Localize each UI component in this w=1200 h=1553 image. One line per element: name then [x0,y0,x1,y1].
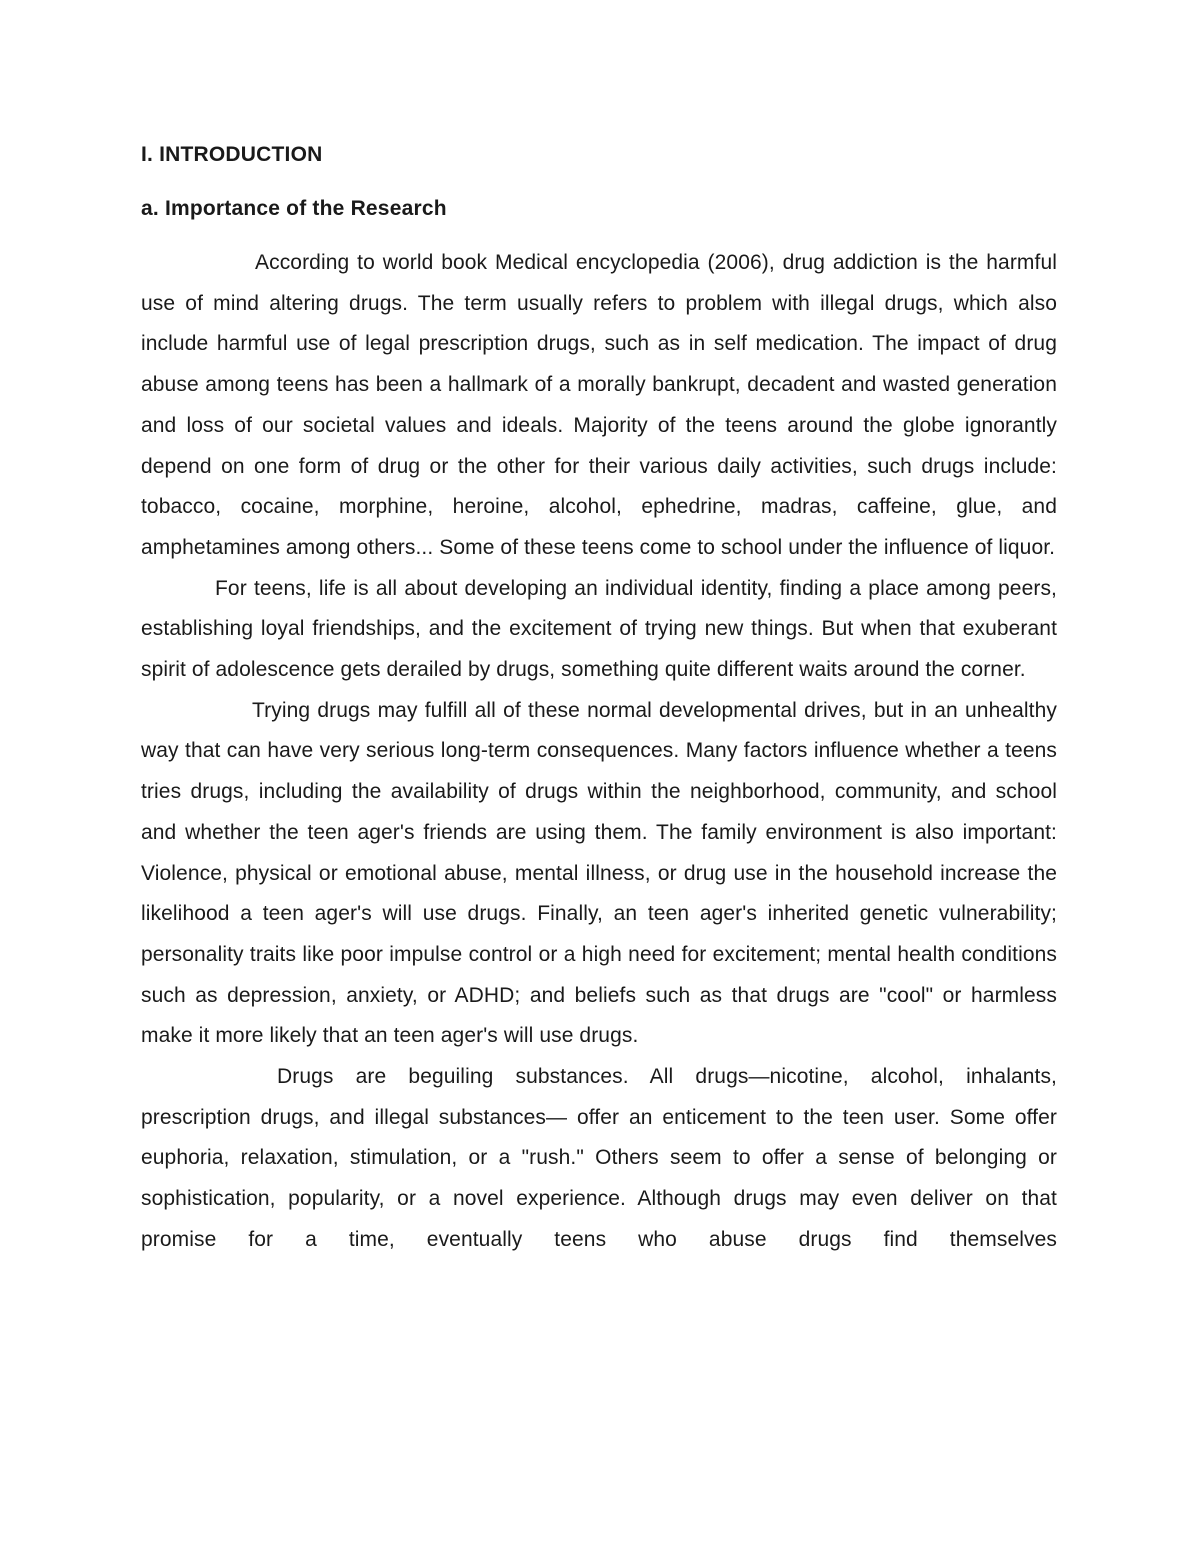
subsection-heading: a. Importance of the Research [141,197,447,220]
paragraph-4: Drugs are beguiling substances. All drugs—nicotine, alcohol, inhalants, prescription drugs, and illegal substances— offer an enticement to the teen user. Some offer euphoria, relaxation, stimulation, or a "rush." Others seem to offer a sense of belonging or sophistication, popularity, or a novel experience. Although drugs may even deliver on that promise for a time, eventually teens who abuse drugs find themselves [141,1065,1057,1251]
section-heading: I. INTRODUCTION [141,143,323,166]
paragraph-3: Trying drugs may fulfill all of these normal developmental drives, but in an unhealthy way that can have very serious long-term consequences. Many factors influence whether a teens tries drugs, including the availability of drugs within the neighborhood, community, and school and whether the teen ager's friends are using them. The family environment is also important: Violence, physical or emotional abuse, mental illness, or drug use in the household increase the likelihood a teen ager's will use drugs. Finally, an teen ager's inherited genetic vulnerability; personality traits like poor impulse control or a high need for excitement; mental health conditions such as depression, anxiety, or ADHD; and beliefs such as that drugs are "cool" or harmless make it more likely that an teen ager's will use drugs. [141,698,1057,1048]
paragraph-2: For teens, life is all about developing an individual identity, finding a place among peers, establishing loyal friendships, and the excitement of trying new things. But when that exuberant spirit of adolescence gets derailed by drugs, something quite different waits around the corner. [141,576,1057,682]
document-page [141,140,1057,1261]
paragraph-1: According to world book Medical encyclopedia (2006), drug addiction is the harmful use of mind altering drugs. The term usually refers to problem with illegal drugs, which also include harmful use of legal prescription drugs, such as in self medication. The impact of drug abuse among teens has been a hallmark of a morally bankrupt, decadent and wasted generation and loss of our societal values and ideals. Majority of the teens around the globe ignorantly depend on one form of drug or the other for their various daily activities, such drugs include: tobacco, cocaine, morphine, heroine, alcohol, ephedrine, madras, caffeine, glue, and amphetamines among others... Some of these teens come to school under the influence of liquor. [141,251,1057,559]
